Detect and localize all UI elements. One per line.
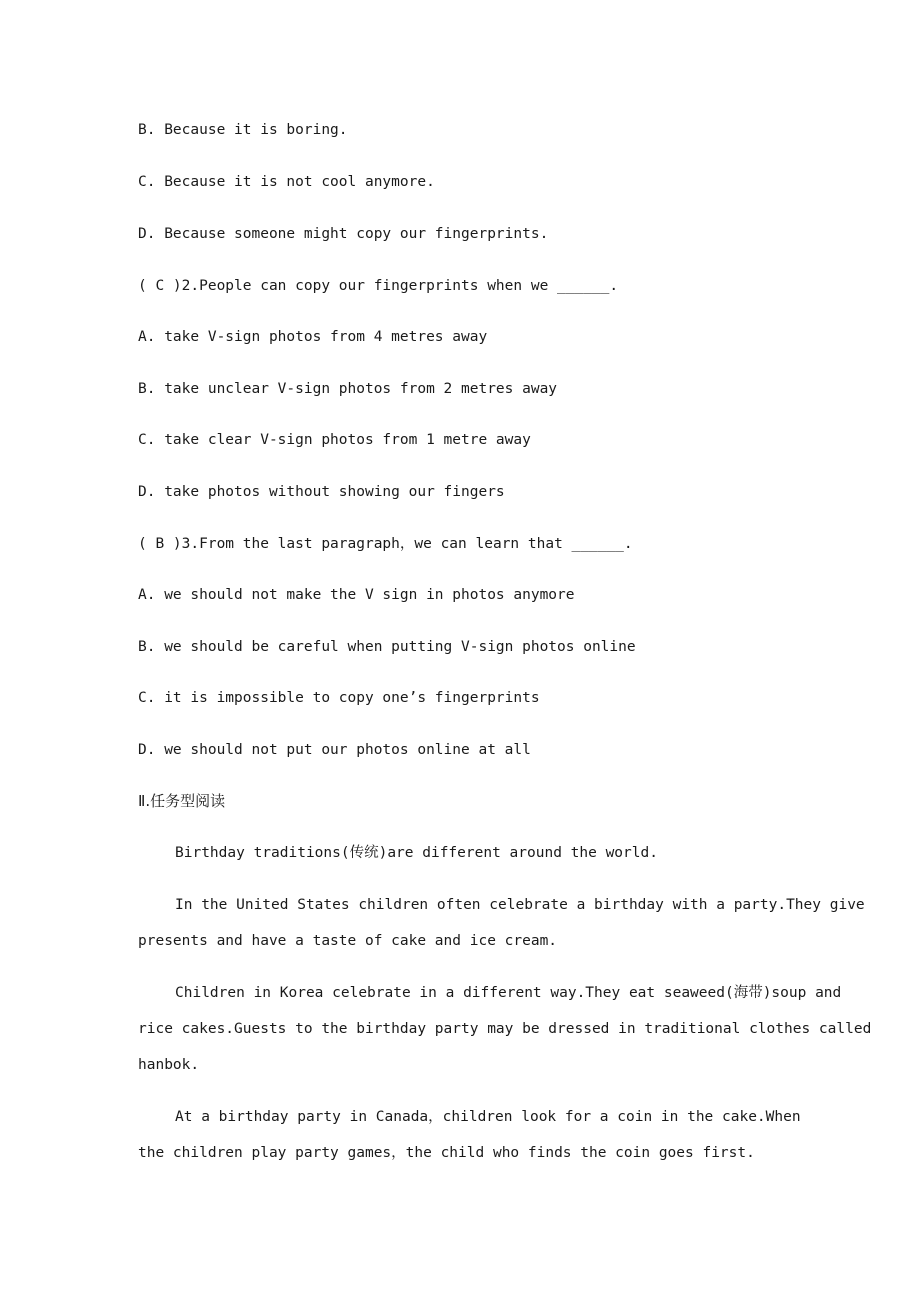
paragraph-3-line-1: Children in Korea celebrate in a different way.They eat seaweed(海带)soup and xyxy=(175,985,842,1001)
paragraph-4-line-2: the children play party games，the child who finds the coin goes first. xyxy=(138,1145,755,1161)
q2-option-b: B. take unclear V-sign photos from 2 metres away xyxy=(138,381,558,397)
q3-option-d: D. we should not put our photos online at all xyxy=(138,742,531,758)
q3-option-b: B. we should be careful when putting V-sign photos online xyxy=(138,639,636,655)
paragraph-4-line-1: At a birthday party in Canada，children look for a coin in the cake.When xyxy=(175,1109,801,1125)
q1-option-b: B. Because it is boring. xyxy=(138,122,348,138)
paragraph-2-line-2: presents and have a taste of cake and ice cream. xyxy=(138,933,558,949)
q3-stem: ( B )3.From the last paragraph，we can learn that ______. xyxy=(138,536,633,552)
paragraph-3-line-2: rice cakes.Guests to the birthday party may be dressed in traditional clothes called xyxy=(138,1021,872,1037)
q3-option-a: A. we should not make the V sign in photos anymore xyxy=(138,587,575,603)
paragraph-3-line-3: hanbok. xyxy=(138,1057,200,1073)
q2-stem: ( C )2.People can copy our fingerprints when we ______. xyxy=(138,278,619,294)
q1-option-d: D. Because someone might copy our fingerprints. xyxy=(138,226,549,242)
q3-option-c: C. it is impossible to copy one’s fingerprints xyxy=(138,690,540,706)
q2-option-c: C. take clear V-sign photos from 1 metre away xyxy=(138,432,531,448)
paragraph-1: Birthday traditions(传统)are different around the world. xyxy=(175,845,658,861)
q2-option-a: A. take V-sign photos from 4 metres away xyxy=(138,329,488,345)
section-heading: Ⅱ.任务型阅读 xyxy=(138,792,226,810)
q1-option-c: C. Because it is not cool anymore. xyxy=(138,174,435,190)
paragraph-2-line-1: In the United States children often celebrate a birthday with a party.They give xyxy=(175,897,865,913)
q2-option-d: D. take photos without showing our fingers xyxy=(138,484,505,500)
